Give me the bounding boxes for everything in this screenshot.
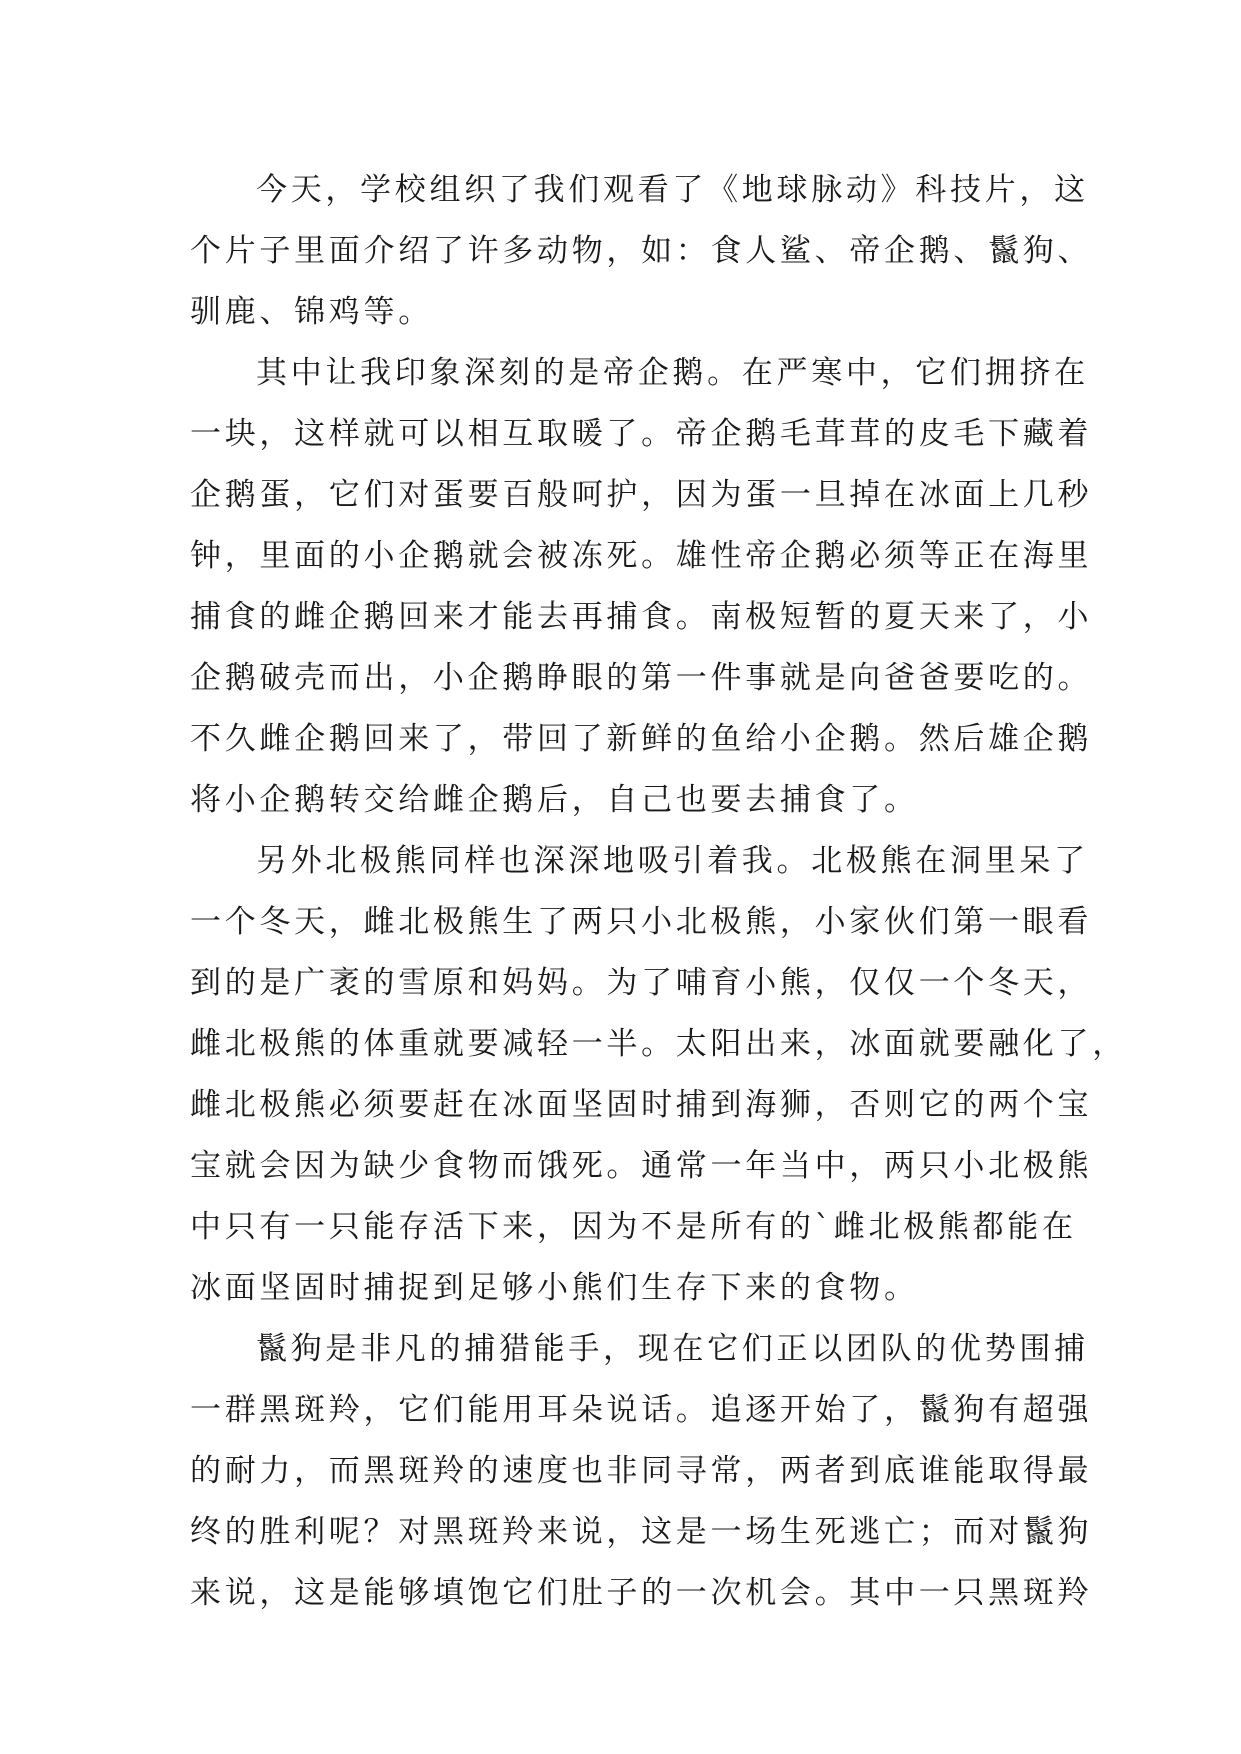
paragraph-3-line-2: 一个冬天，雌北极熊生了两只小北极熊，小家伙们第一眼看 bbox=[190, 904, 1093, 940]
paragraph-3-line-6: 宝就会因为缺少食物而饿死。通常一年当中，两只小北极熊 bbox=[190, 1148, 1093, 1184]
paragraph-1-line-3: 驯鹿、锦鸡等。 bbox=[190, 294, 433, 330]
paragraph-4-line-5: 来说，这是能够填饱它们肚子的一次机会。其中一只黑斑羚 bbox=[190, 1575, 1093, 1611]
paragraph-3-line-4: 雌北极熊的体重就要减轻一半。太阳出来，冰面就要融化了， bbox=[190, 1026, 1127, 1062]
paragraph-3-line-5: 雌北极熊必须要赶在冰面坚固时捕到海狮，否则它的两个宝 bbox=[190, 1087, 1093, 1123]
document-body bbox=[190, 160, 1127, 1624]
paragraph-2-line-3: 企鹅蛋，它们对蛋要百般呵护，因为蛋一旦掉在冰面上几秒 bbox=[190, 477, 1093, 513]
paragraph-4-line-4: 终的胜利呢？对黑斑羚来说，这是一场生死逃亡；而对鬣狗 bbox=[190, 1514, 1093, 1550]
paragraph-2-line-2: 一块，这样就可以相互取暖了。帝企鹅毛茸茸的皮毛下藏着 bbox=[190, 416, 1093, 452]
paragraph-4-line-1: 鬣狗是非凡的捕猎能手，现在它们正以团队的优势围捕 bbox=[256, 1331, 1089, 1367]
paragraph-4-line-2: 一群黑斑羚，它们能用耳朵说话。追逐开始了，鬣狗有超强 bbox=[190, 1392, 1093, 1428]
paragraph-2-line-4: 钟，里面的小企鹅就会被冻死。雄性帝企鹅必须等正在海里 bbox=[190, 538, 1093, 574]
paragraph-1-line-2: 个片子里面介绍了许多动物，如：食人鲨、帝企鹅、鬣狗、 bbox=[190, 233, 1093, 269]
paragraph-2-line-1: 其中让我印象深刻的是帝企鹅。在严寒中，它们拥挤在 bbox=[256, 355, 1089, 391]
paragraph-3-line-8: 冰面坚固时捕捉到足够小熊们生存下来的食物。 bbox=[190, 1270, 919, 1306]
paragraph-2-line-7: 不久雌企鹅回来了，带回了新鲜的鱼给小企鹅。然后雄企鹅 bbox=[190, 721, 1093, 757]
paragraph-2-line-8: 将小企鹅转交给雌企鹅后，自己也要去捕食了。 bbox=[190, 782, 919, 818]
paragraph-3-line-1: 另外北极熊同样也深深地吸引着我。北极熊在洞里呆了 bbox=[256, 843, 1089, 879]
paragraph-3-line-7: 中只有一只能存活下来，因为不是所有的`雌北极熊都能在 bbox=[190, 1209, 1077, 1245]
paragraph-2-line-5: 捕食的雌企鹅回来才能去再捕食。南极短暂的夏天来了，小 bbox=[190, 599, 1093, 635]
paragraph-3-line-3: 到的是广袤的雪原和妈妈。为了哺育小熊，仅仅一个冬天， bbox=[190, 965, 1093, 1001]
paragraph-2-line-6: 企鹅破壳而出，小企鹅睁眼的第一件事就是向爸爸要吃的。 bbox=[190, 660, 1093, 696]
paragraph-4-line-3: 的耐力，而黑斑羚的速度也非同寻常，两者到底谁能取得最 bbox=[190, 1453, 1093, 1489]
paragraph-1-line-1: 今天，学校组织了我们观看了《地球脉动》科技片，这 bbox=[256, 172, 1089, 208]
